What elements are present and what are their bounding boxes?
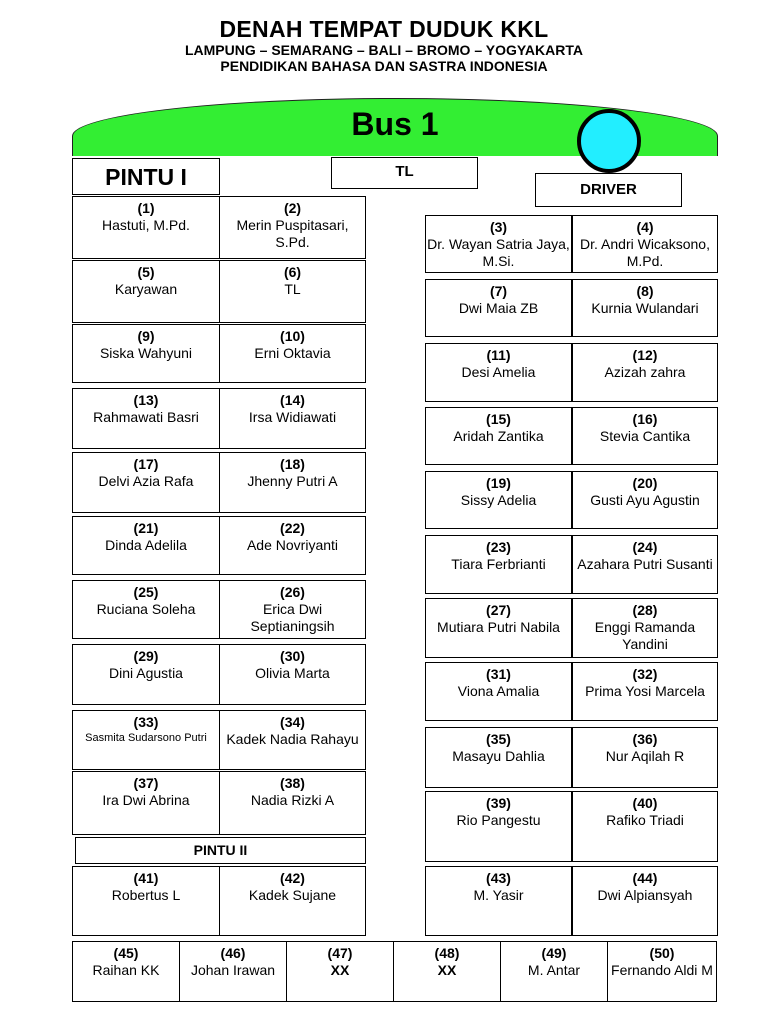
passenger-name: Ade Novriyanti <box>246 537 339 553</box>
seat-26 <box>219 580 366 639</box>
seat-6 <box>219 260 366 323</box>
seat-number: (9) <box>137 328 155 344</box>
seat-number: (14) <box>280 392 305 408</box>
passenger-name: Tiara Ferbrianti <box>451 556 546 572</box>
seat-number: (46) <box>220 945 246 961</box>
passenger-name: Aridah Zantika <box>453 428 544 444</box>
seat-number: (32) <box>632 666 658 682</box>
passenger-name: Dr. Andri Wicaksono, M.Pd. <box>580 236 710 269</box>
seat-38 <box>219 771 366 835</box>
passenger-name: Kurnia Wulandari <box>591 300 699 316</box>
passenger-name: Ira Dwi Abrina <box>102 792 190 808</box>
passenger-name: Ruciana Soleha <box>96 601 196 617</box>
seat-number: (36) <box>632 731 658 747</box>
seat-22 <box>219 516 366 575</box>
seat-number: (20) <box>632 475 658 491</box>
seat-48 <box>393 941 501 1002</box>
seat-29 <box>72 644 220 705</box>
seat-42 <box>219 866 366 936</box>
seat-number: (49) <box>541 945 567 961</box>
route-subtitle: LAMPUNG – SEMARANG – BALI – BROMO – YOGYAKARTA <box>184 42 583 58</box>
seat-number: (11) <box>486 347 511 363</box>
seat-9 <box>72 324 220 383</box>
seat-number: (28) <box>632 602 658 618</box>
seat-30 <box>219 644 366 705</box>
seat-35 <box>425 727 572 788</box>
passenger-name: M. Yasir <box>473 887 524 903</box>
passenger-name: Raihan KK <box>92 962 160 978</box>
seat-21 <box>72 516 220 575</box>
program-subtitle: PENDIDIKAN BAHASA DAN SASTRA INDONESIA <box>220 58 548 74</box>
seat-27 <box>425 598 572 658</box>
seat-33 <box>72 710 220 770</box>
seat-number: (21) <box>133 520 159 536</box>
seat-number: (47) <box>327 945 353 961</box>
seat-number: (19) <box>486 475 511 491</box>
seat-10 <box>219 324 366 383</box>
seat-12 <box>572 343 718 402</box>
seat-number: (26) <box>280 584 305 600</box>
seat-number: (41) <box>133 870 159 886</box>
passenger-name: Nadia Rizki A <box>250 792 335 808</box>
seat-number: (40) <box>632 795 658 811</box>
seat-50 <box>607 941 717 1002</box>
passenger-name: Rahmawati Basri <box>93 409 199 425</box>
seat-14 <box>219 388 366 449</box>
passenger-name: Sasmita Sudarsono Putri <box>85 732 207 744</box>
seat-36 <box>572 727 718 788</box>
passenger-name: Irsa Widiawati <box>248 409 337 425</box>
passenger-name: M. Antar <box>527 962 581 978</box>
front-door-label: PINTU I <box>72 158 220 195</box>
seat-number: (42) <box>280 870 305 886</box>
passenger-name: Rio Pangestu <box>456 812 541 828</box>
passenger-name: Kadek Sujane <box>248 887 337 903</box>
seat-number: (39) <box>486 795 511 811</box>
seat-40 <box>572 791 718 862</box>
seat-number: (1) <box>137 200 155 216</box>
seat-number: (48) <box>434 945 460 961</box>
passenger-name: Dwi Maia ZB <box>458 300 539 316</box>
passenger-name: Masayu Dahlia <box>452 748 545 764</box>
seat-32 <box>572 662 718 721</box>
seat-number: (50) <box>649 945 675 961</box>
seat-39 <box>425 791 572 862</box>
seat-16 <box>572 407 718 465</box>
seat-number: (15) <box>486 411 511 427</box>
seat-7 <box>425 279 572 337</box>
bus-name: Bus 1 <box>351 106 439 142</box>
seat-number: (37) <box>133 775 159 791</box>
seat-number: (27) <box>486 602 511 618</box>
seat-49 <box>500 941 608 1002</box>
seat-number: (12) <box>632 347 658 363</box>
seat-17 <box>72 452 220 513</box>
seat-15 <box>425 407 572 465</box>
passenger-name: Sissy Adelia <box>460 492 537 508</box>
seat-number: (3) <box>489 219 508 235</box>
seat-number: (31) <box>486 666 511 682</box>
passenger-name: Delvi Azia Rafa <box>98 473 194 489</box>
seat-19 <box>425 471 572 529</box>
seat-11 <box>425 343 572 402</box>
page-title: DENAH TEMPAT DUDUK KKL <box>219 16 549 42</box>
passenger-name: Erni Oktavia <box>254 345 331 361</box>
passenger-name: Fernando Aldi M <box>611 962 713 978</box>
passenger-name: Stevia Cantika <box>599 428 691 444</box>
seat-number: (43) <box>486 870 511 886</box>
passenger-name: Olivia Marta <box>255 665 330 681</box>
seat-number: (30) <box>280 648 305 664</box>
seat-number: (34) <box>280 714 305 730</box>
passenger-name: Hastuti, M.Pd. <box>102 217 190 233</box>
passenger-name: Dwi Alpiansyah <box>597 887 693 903</box>
seat-number: (23) <box>486 539 511 555</box>
seat-number: (8) <box>636 283 654 299</box>
passenger-name: Nur Aqilah R <box>605 748 685 764</box>
seat-3 <box>425 215 572 273</box>
passenger-name: Desi Amelia <box>461 364 536 380</box>
seat-1 <box>72 196 220 259</box>
driver-label: DRIVER <box>535 173 682 207</box>
seat-number: (29) <box>133 648 159 664</box>
seat-number: (33) <box>133 714 159 730</box>
seat-number: (18) <box>280 456 305 472</box>
seat-28 <box>572 598 718 658</box>
passenger-name: Kadek Nadia Rahayu <box>226 731 359 747</box>
seat-31 <box>425 662 572 721</box>
seat-number: (16) <box>632 411 658 427</box>
seat-23 <box>425 535 572 594</box>
seat-number: (13) <box>133 392 159 408</box>
passenger-name: TL <box>284 281 301 297</box>
seat-45 <box>72 941 180 1002</box>
passenger-name: XX <box>437 962 457 978</box>
passenger-name: Azizah zahra <box>604 364 686 380</box>
passenger-name: Azahara Putri Susanti <box>577 556 713 572</box>
passenger-name: Viona Amalia <box>457 683 540 699</box>
passenger-name: Prima Yosi Marcela <box>585 683 705 699</box>
tour-leader-label: TL <box>331 157 478 189</box>
passenger-name: Dr. Wayan Satria Jaya, M.Si. <box>427 236 570 269</box>
seat-34 <box>219 710 366 770</box>
seat-4 <box>572 215 718 273</box>
seat-number: (4) <box>636 219 654 235</box>
seat-number: (22) <box>280 520 305 536</box>
seat-number: (44) <box>632 870 658 886</box>
passenger-name: XX <box>330 962 350 978</box>
seat-number: (7) <box>489 283 508 299</box>
seat-44 <box>572 866 718 936</box>
seat-number: (10) <box>280 328 305 344</box>
passenger-name: Enggi Ramanda Yandini <box>594 619 696 652</box>
passenger-name: Merin Puspitasari, S.Pd. <box>236 217 349 250</box>
seat-number: (35) <box>486 731 511 747</box>
seat-number: (24) <box>632 539 658 555</box>
passenger-name: Robertus L <box>111 887 181 903</box>
seat-46 <box>179 941 287 1002</box>
seat-25 <box>72 580 220 639</box>
seat-8 <box>572 279 718 337</box>
seat-number: (2) <box>283 200 302 216</box>
seat-18 <box>219 452 366 513</box>
seat-2 <box>219 196 366 259</box>
passenger-name: Siska Wahyuni <box>99 345 193 361</box>
rear-door-label: PINTU II <box>75 837 366 864</box>
seat-number: (25) <box>133 584 159 600</box>
passenger-name: Erica Dwi Septianingsih <box>250 601 335 634</box>
seat-number: (38) <box>280 775 305 791</box>
seat-20 <box>572 471 718 529</box>
seat-24 <box>572 535 718 594</box>
seat-37 <box>72 771 220 835</box>
steering-wheel-icon <box>577 109 641 173</box>
passenger-name: Gusti Ayu Agustin <box>590 492 700 508</box>
seat-43 <box>425 866 572 936</box>
passenger-name: Mutiara Putri Nabila <box>437 619 560 635</box>
seat-47 <box>286 941 394 1002</box>
passenger-name: Karyawan <box>114 281 178 297</box>
seat-13 <box>72 388 220 449</box>
passenger-name: Dinda Adelila <box>105 537 187 553</box>
passenger-name: Dini Agustia <box>109 665 183 681</box>
seat-number: (17) <box>133 456 159 472</box>
passenger-name: Rafiko Triadi <box>606 812 684 828</box>
passenger-name: Jhenny Putri A <box>247 473 338 489</box>
passenger-name: Johan Irawan <box>190 962 276 978</box>
seat-41 <box>72 866 220 936</box>
seat-number: (6) <box>283 264 302 280</box>
seat-number: (45) <box>113 945 139 961</box>
seat-number: (5) <box>137 264 155 280</box>
seat-5 <box>72 260 220 323</box>
